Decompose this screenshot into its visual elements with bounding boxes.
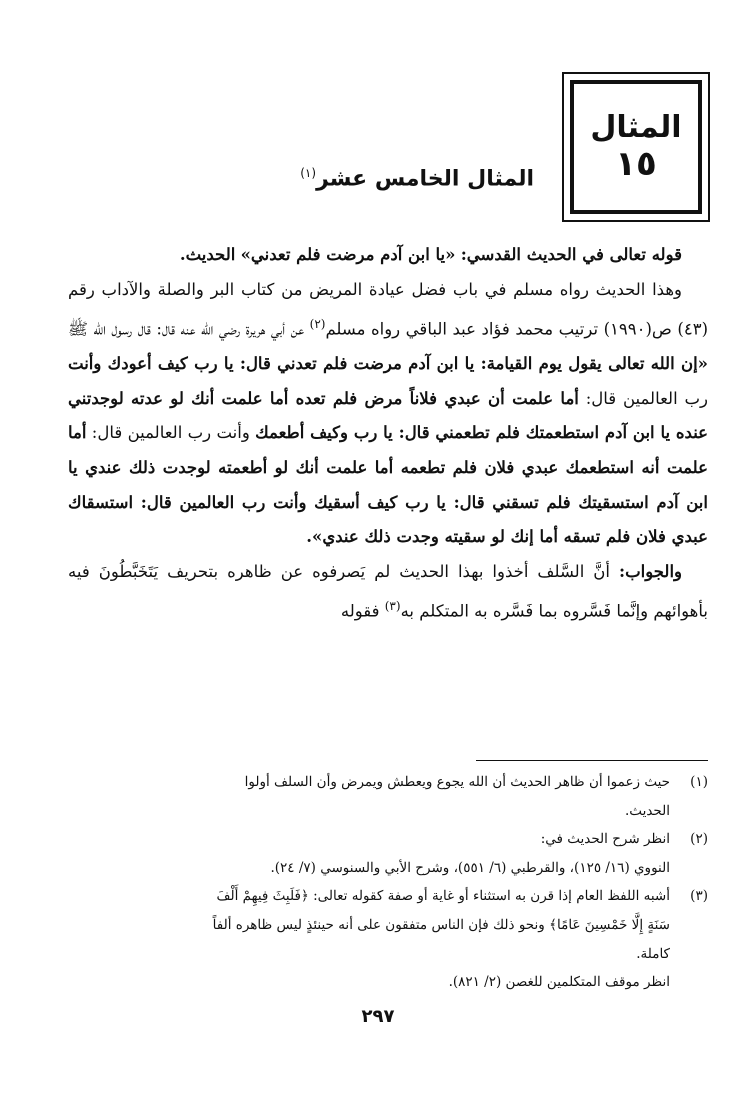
p2-narrative-2: وأنت رب العالمين قال: [91, 423, 250, 443]
footnote-line: سَنَةٍ إِلَّا خَمْسِينَ عَامًا﴾ ونحو ذلك فإن الناس متفقون على أنه حينئذٍ ليس ظاهره ألفاً [212, 916, 670, 933]
example-number: ١٥ [615, 144, 657, 185]
p3-lead: والجواب: [619, 561, 682, 581]
paragraph-3 [68, 555, 708, 630]
p2-footnote-ref: (٢) [309, 317, 326, 332]
footnotes [68, 768, 708, 997]
footnote-line: حيث زعموا أن ظاهر الحديث أن الله يجوع ويعطش ويمرض وأن السلف أولوا [244, 774, 670, 790]
p2-narrative-1: رب العالمين قال: [585, 388, 708, 408]
body-text [68, 238, 708, 630]
example-number-box [562, 72, 710, 222]
hadith-text-3: أما علمت أنه استطعمك عبدي فلان فلم تطعمه أما علمت أنك لو أطعمته لوجدت ذلك عندي يا ابن آدم استسقيتك فلم تسقني قال: يا رب كيف أسقيك وأنت رب العالمين قال: استسقاك عبدي فلان فلم تسقه أما إنك لو سقيته وجدت ذلك عندي». [68, 423, 708, 547]
page-number: ٢٩٧ [361, 1006, 395, 1027]
footnote-line: انظر شرح الحديث في: [540, 831, 670, 848]
footnote-3 [68, 882, 708, 996]
footnote-number: (١) [690, 774, 708, 790]
footnote-line: أشبه اللفظ العام إذا قرن به استثناء أو غاية أو صفة كقوله تعالى: ﴿فَلَبِثَ فِيهِمْ أَلْفَ [216, 888, 670, 905]
hadith-text-2: أما علمت أن عبدي فلاناً مرض فلم تعده أما علمت أنك لو عدته لوجدتني عنده يا ابن آدم استطعمتك فلم تطعمني قال: يا رب وكيف أطعمك [68, 388, 709, 443]
footnote-number: (٣) [690, 888, 708, 905]
footnote-separator [476, 760, 708, 761]
example-number-box-inner [570, 80, 702, 214]
p3-text: أنَّ السَّلف أخذوا بهذا الحديث لم يَصرفوه عن ظاهره بتحريف يَتَخَبَّطُونَ فيه بأهوائهم وإنَّما فَسَّروه بما فَسَّره به المتكلم به [68, 561, 708, 621]
example-label: المثال [590, 110, 682, 146]
footnote-line: الحديث. [625, 802, 670, 819]
p3-footnote-ref: (٣) [384, 599, 401, 614]
footnote-1 [68, 768, 708, 825]
p1-tail: الحديث. [179, 245, 236, 264]
footnote-line: انظر موقف المتكلمين للغصن (٢/ ٨٢١). [448, 974, 670, 991]
hadith-text-1: «إن الله تعالى يقول يوم القيامة: يا ابن آدم مرضت فلم تعدني قال: يا رب كيف أعودك وأنت [68, 354, 708, 374]
p3-tail: فقوله [340, 601, 380, 621]
chapter-title-text: المثال الخامس عشر [316, 166, 534, 192]
p2-intro: وهذا الحديث رواه مسلم في باب فضل عيادة المريض من كتاب البر والصلة والآداب رقم (٤٣) ص(١٩٩٠) ترتيب محمد فؤاد عبد الباقي رواه مسلم [68, 279, 708, 339]
footnote-number: (٢) [690, 831, 708, 848]
chapter-footnote-ref: (١) [300, 166, 317, 180]
footnote-2 [68, 825, 708, 882]
chapter-title [224, 166, 534, 191]
footnote-line: النووي (١٦/ ١٢٥)، والقرطبي (٦/ ٥٥١)، وشرح الأبي والسنوسي (٧/ ٢٤). [270, 859, 670, 876]
p1-quote: «يا ابن آدم مرضت فلم تعدني» [240, 245, 456, 264]
footnote-line: كاملة. [636, 945, 670, 962]
paragraph-1 [68, 238, 708, 273]
p2-narration: عن أبي هريرة رضي الله عنه قال: قال رسول الله ﷺ [68, 319, 305, 339]
paragraph-2 [68, 273, 708, 555]
p1-lead: قوله تعالى في الحديث القدسي: [460, 245, 682, 264]
